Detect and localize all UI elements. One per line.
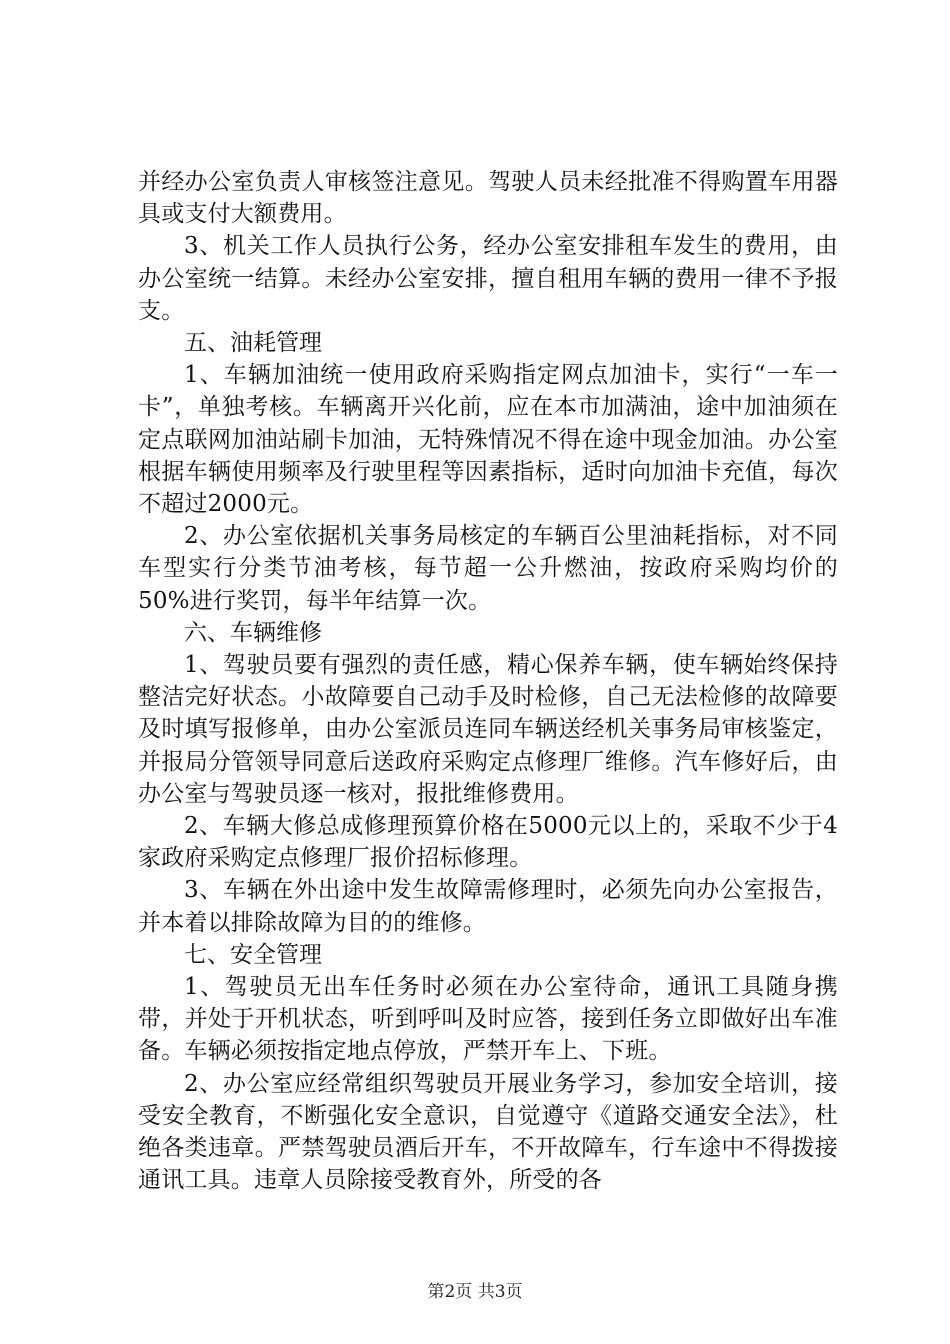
section-heading-fuel: 五、油耗管理	[184, 330, 322, 357]
paragraph-item: 1、车辆加油统一使用政府采购指定网点加油卡，实行“一车一卡”，单独考核。车辆离开兴化前，应在本市加满油，途中加油须在定点联网加油站刷卡加油，无特殊情况不得在途中现金加油。办公室根据车辆使用频率及行驶里程等因素指标，适时向加油卡充值，每次不超过2000元。	[138, 362, 838, 518]
paragraph-continuation: 并经办公室负责人审核签注意见。驾驶人员未经批准不得购置车用器具或支付大额费用。	[138, 169, 838, 228]
document-body	[138, 166, 838, 1197]
paragraph-item: 2、车辆大修总成修理预算价格在5000元以上的，采取不少于4家政府采购定点修理厂报价招标修理。	[138, 813, 838, 872]
paragraph-item: 2、办公室应经常组织驾驶员开展业务学习，参加安全培训，接受安全教育，不断强化安全意识，自觉遵守《道路交通安全法》，杜绝各类违章。严禁驾驶员酒后开车，不开故障车，行车途中不得拨接通讯工具。违章人员除接受教育外，所受的各	[138, 1070, 838, 1194]
paragraph-item: 3、车辆在外出途中发生故障需修理时，必须先向办公室报告，并本着以排除故障为目的的维修。	[138, 877, 838, 936]
page-number-footer: 第2页 共3页	[427, 1282, 523, 1302]
paragraph-item: 1、驾驶员要有强烈的责任感，精心保养车辆，使车辆始终保持整洁完好状态。小故障要自己动手及时检修，自己无法检修的故障要及时填写报修单，由办公室派员连同车辆送经机关事务局审核鉴定，并报局分管领导同意后送政府采购定点修理厂维修。汽车修好后，由办公室与驾驶员逐一核对，报批维修费用。	[138, 652, 838, 807]
section-heading-safety: 七、安全管理	[184, 941, 322, 968]
section-heading-repair: 六、车辆维修	[184, 619, 322, 646]
paragraph-item: 2、办公室依据机关事务局核定的车辆百公里油耗指标，对不同车型实行分类节油考核，每节超一公升燃油，按政府采购均价的50%进行奖罚，每半年结算一次。	[138, 523, 838, 614]
paragraph-item: 3、机关工作人员执行公务，经办公室安排租车发生的费用，由办公室统一结算。未经办公室安排，擅自租用车辆的费用一律不予报支。	[138, 233, 838, 324]
paragraph-item: 1、驾驶员无出车任务时必须在办公室待命，通讯工具随身携带，并处于开机状态，听到呼叫及时应答，接到任务立即做好出车准备。车辆必须按指定地点停放，严禁开车上、下班。	[138, 974, 838, 1065]
